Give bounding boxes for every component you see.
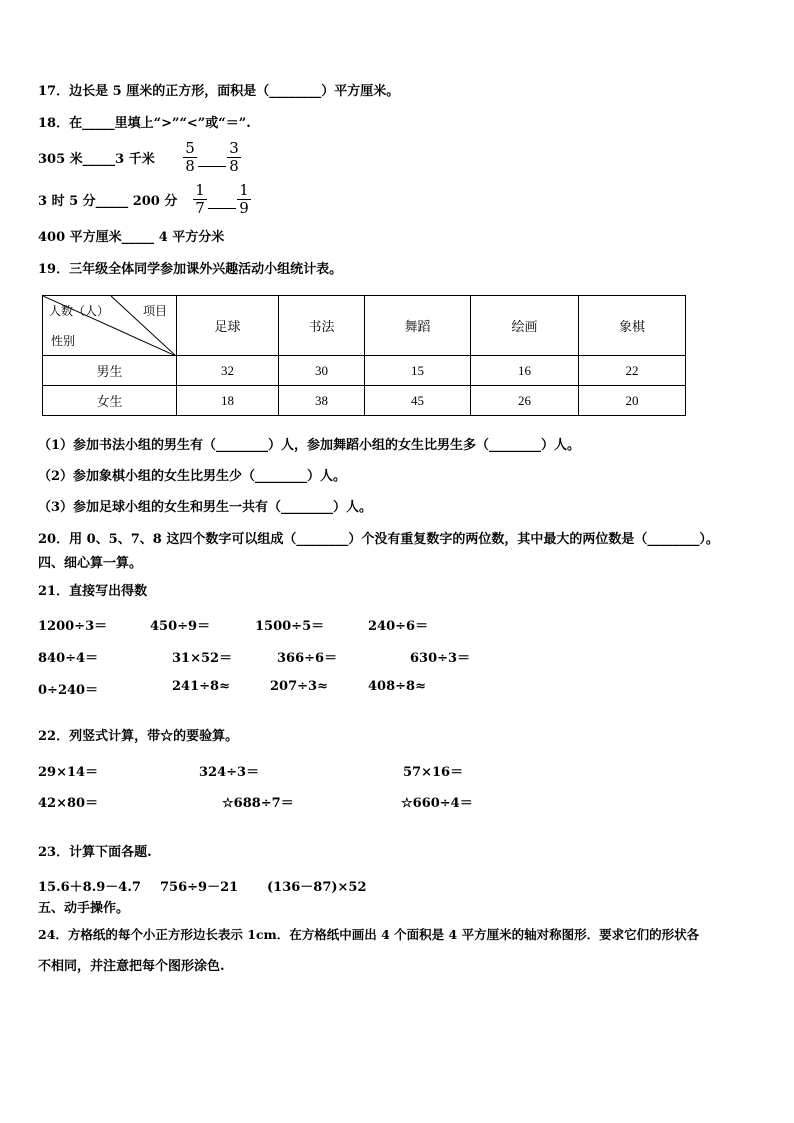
- fraction-3-8: [227, 141, 241, 174]
- stats-table: [42, 295, 686, 416]
- question-17: 17．边长是 5 厘米的正方形，面积是（________）平方厘米。: [38, 84, 400, 99]
- question-20: 20．用 0、5、7、8 这四个数字可以组成（________）个没有重复数字的两位数，其中最大的两位数是（________）。: [38, 532, 719, 547]
- table-cell: 38: [279, 386, 365, 416]
- calc-item: 1500÷5＝: [255, 619, 325, 634]
- calc-item: 366÷6＝: [277, 651, 338, 666]
- fraction-denominator: 9: [239, 199, 249, 217]
- corner-label-count: 人数（人）: [49, 304, 110, 318]
- column-header: 绘画: [471, 296, 579, 356]
- expression-item: (136－87)×52: [267, 880, 367, 895]
- vertical-calc-item: ☆660÷4＝: [401, 796, 473, 811]
- question-24-line2: 不相同，并注意把每个图形涂色.: [38, 959, 225, 974]
- expression-item: 15.6＋8.9－4.7: [38, 880, 141, 895]
- table-cell: 15: [365, 356, 471, 386]
- calc-item: 840÷4＝: [38, 651, 99, 666]
- fraction-1-7: [193, 183, 207, 216]
- fraction-denominator: 7: [195, 199, 205, 217]
- question-18-row2: 3 时 5 分_____ 200 分: [38, 194, 178, 209]
- question-18-title: 18．在_____里填上“>”“<”或“＝”.: [38, 116, 251, 131]
- table-cell: 18: [177, 386, 279, 416]
- table-row: [43, 386, 686, 416]
- question-19-sub2: （2）参加象棋小组的女生比男生少（________）人。: [38, 469, 347, 484]
- table-cell: 16: [471, 356, 579, 386]
- table-cell: 22: [579, 356, 686, 386]
- question-19-sub1: （1）参加书法小组的男生有（________）人，参加舞蹈小组的女生比男生多（________）人。: [38, 438, 581, 453]
- table-cell: 32: [177, 356, 279, 386]
- table-cell: 20: [579, 386, 686, 416]
- fraction-numerator: 3: [229, 139, 239, 157]
- calc-item: 0÷240＝: [38, 683, 99, 698]
- fraction-numerator: 1: [195, 181, 205, 199]
- calc-item: 31×52＝: [172, 651, 233, 666]
- question-22-title: 22．列竖式计算，带☆的要验算。: [38, 729, 239, 744]
- calc-item: 241÷8≈: [172, 679, 230, 694]
- fraction-numerator: 1: [239, 181, 249, 199]
- calc-item: 630÷3＝: [410, 651, 471, 666]
- fraction-numerator: 5: [185, 139, 195, 157]
- question-21-title: 21．直接写出得数: [38, 584, 148, 599]
- vertical-calc-item: 57×16＝: [403, 765, 464, 780]
- question-24-line1: 24．方格纸的每个小正方形边长表示 1cm．在方格纸中画出 4 个面积是 4 平方厘米的轴对称图形．要求它们的形状各: [38, 927, 700, 942]
- table-row: [43, 356, 686, 386]
- column-header: 足球: [177, 296, 279, 356]
- calc-item: 408÷8≈: [368, 679, 426, 694]
- vertical-calc-item: 29×14＝: [38, 765, 99, 780]
- question-18-row1: 305 米_____3 千米: [38, 152, 155, 167]
- calc-item: 240÷6＝: [368, 619, 429, 634]
- table-cell: 30: [279, 356, 365, 386]
- table-cell: 45: [365, 386, 471, 416]
- expression-item: 756÷9－21: [160, 880, 239, 895]
- question-18-row3: 400 平方厘米_____ 4 平方分米: [38, 230, 225, 245]
- fraction-5-8: [183, 141, 197, 174]
- fraction-1-9: [237, 183, 251, 216]
- vertical-calc-item: 324÷3＝: [199, 765, 260, 780]
- question-23-title: 23．计算下面各题.: [38, 845, 152, 860]
- row-label: 男生: [43, 356, 177, 386]
- fraction-denominator: 8: [185, 157, 195, 175]
- table-corner-header: [43, 296, 177, 356]
- comparison-blank: [198, 166, 226, 167]
- vertical-calc-item: ☆688÷7＝: [222, 796, 294, 811]
- column-header: 书法: [279, 296, 365, 356]
- question-19-title: 19．三年级全体同学参加课外兴趣活动小组统计表。: [38, 262, 343, 277]
- section-5-heading: 五、动手操作。: [38, 901, 130, 916]
- column-header: 舞蹈: [365, 296, 471, 356]
- column-header: 象棋: [579, 296, 686, 356]
- comparison-blank: [208, 208, 236, 209]
- vertical-calc-item: 42×80＝: [38, 796, 99, 811]
- fraction-denominator: 8: [229, 157, 239, 175]
- table-cell: 26: [471, 386, 579, 416]
- row-label: 女生: [43, 386, 177, 416]
- calc-item: 207÷3≈: [270, 679, 328, 694]
- calc-item: 450÷9＝: [150, 619, 211, 634]
- question-19-sub3: （3）参加足球小组的女生和男生一共有（________）人。: [38, 500, 373, 515]
- section-4-heading: 四、细心算一算。: [38, 556, 143, 571]
- corner-label-item: 项目: [143, 304, 168, 318]
- corner-label-gender: 性别: [51, 334, 76, 348]
- calc-item: 1200÷3＝: [38, 619, 108, 634]
